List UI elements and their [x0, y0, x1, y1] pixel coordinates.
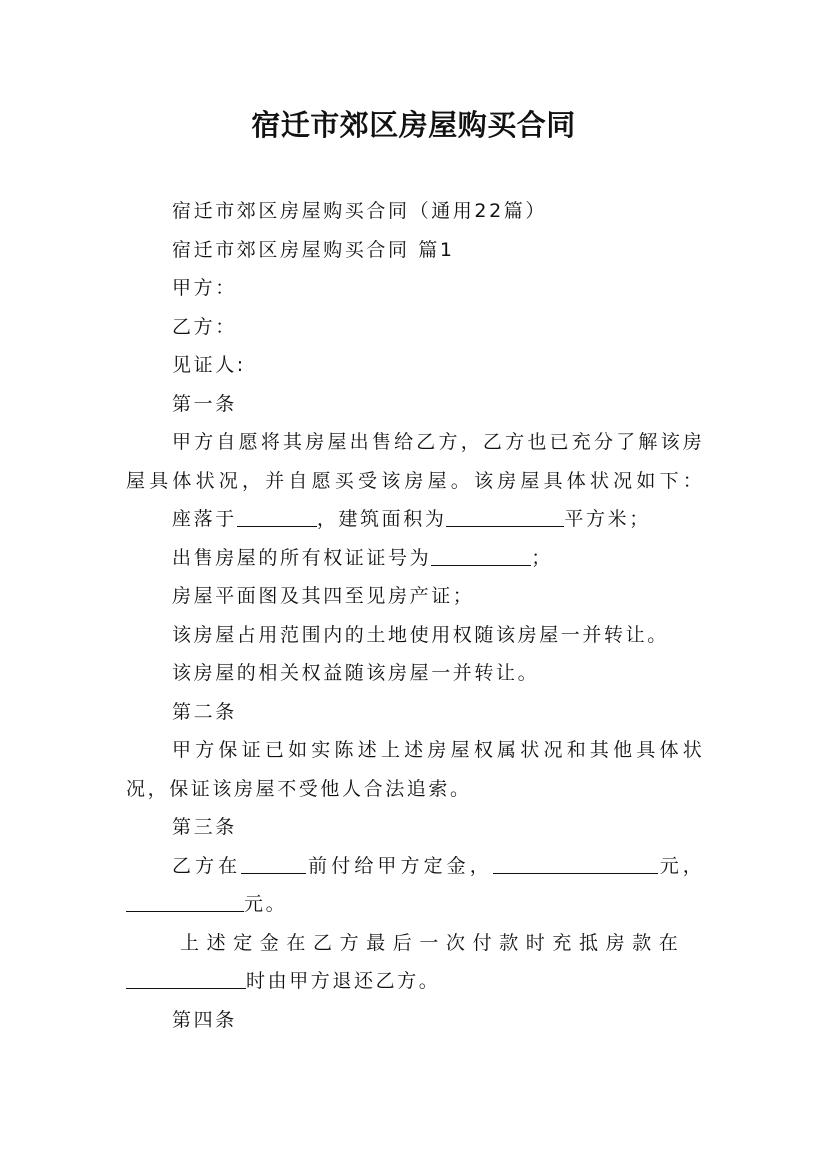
- certificate-blank: [431, 543, 531, 566]
- certificate-suffix: ；: [531, 546, 553, 569]
- article-1-paragraph-line-2: 屋具体状况，并自愿买受该房屋。该房屋具体状况如下：: [126, 469, 704, 492]
- document-body: [126, 195, 704, 1042]
- article-3-offset-line-2: [126, 965, 704, 1004]
- article-1-rights-line: 该房屋的相关权益随该房屋一并转让。: [172, 662, 540, 684]
- deposit-date-blank: [241, 851, 306, 874]
- article-3-heading: 第三条: [172, 816, 237, 838]
- location-prefix: 座落于: [172, 508, 237, 530]
- deposit-middle: 前付给甲方定金，: [306, 854, 493, 877]
- certificate-prefix: 出售房屋的所有权证证号为: [172, 546, 432, 569]
- document-title: 宿迁市郊区房屋购买合同: [251, 108, 576, 142]
- article-2-heading: 第二条: [172, 700, 237, 723]
- deposit-prefix: 乙方在: [172, 854, 242, 877]
- article-1-certificate-line: [126, 542, 704, 581]
- document-subtitle: 宿迁市郊区房屋购买合同（通用22篇）: [172, 200, 547, 222]
- article-2-line-1: 甲方保证已如实陈述上述房屋权属状况和其他具体状: [172, 739, 704, 761]
- witness-label: 见证人:: [172, 354, 246, 376]
- chapter-heading: 宿迁市郊区房屋购买合同 篇1: [172, 238, 455, 261]
- article-1-location-line: [126, 503, 704, 542]
- deposit-amount-2-blank: [126, 889, 244, 912]
- article-1-floor-plan-line: 房屋平面图及其四至见房产证；: [172, 585, 475, 607]
- article-1-land-use-line: 该房屋占用范围内的土地使用权随该房屋一并转让。: [172, 623, 669, 646]
- article-1-paragraph-line-1: 甲方自愿将其房屋出售给乙方，乙方也已充分了解该房: [172, 431, 704, 453]
- party-a-label: 甲方：: [172, 277, 237, 299]
- article-1-heading: 第一条: [172, 392, 237, 415]
- article-2-line-2: 况，保证该房屋不受他人合法追索。: [126, 777, 472, 800]
- area-suffix: 平方米；: [564, 508, 651, 530]
- party-b-label: 乙方：: [172, 315, 237, 338]
- location-blank: [237, 504, 317, 527]
- offset-blank: [126, 966, 246, 989]
- area-blank: [446, 504, 564, 527]
- offset-suffix: 时由甲方退还乙方。: [246, 970, 441, 992]
- article-3-deposit-line-2: [126, 888, 704, 927]
- article-3-offset-line-1: 上述定金在乙方最后一次付款时充抵房款在: [180, 931, 686, 954]
- article-4-heading: 第四条: [172, 1008, 237, 1031]
- deposit-line-2-suffix: 元。: [244, 893, 288, 915]
- area-prefix: ，建筑面积为: [316, 508, 447, 530]
- deposit-amount-blank: [493, 851, 658, 874]
- deposit-suffix: 元，: [657, 854, 704, 877]
- article-3-deposit-line-1: [126, 850, 704, 889]
